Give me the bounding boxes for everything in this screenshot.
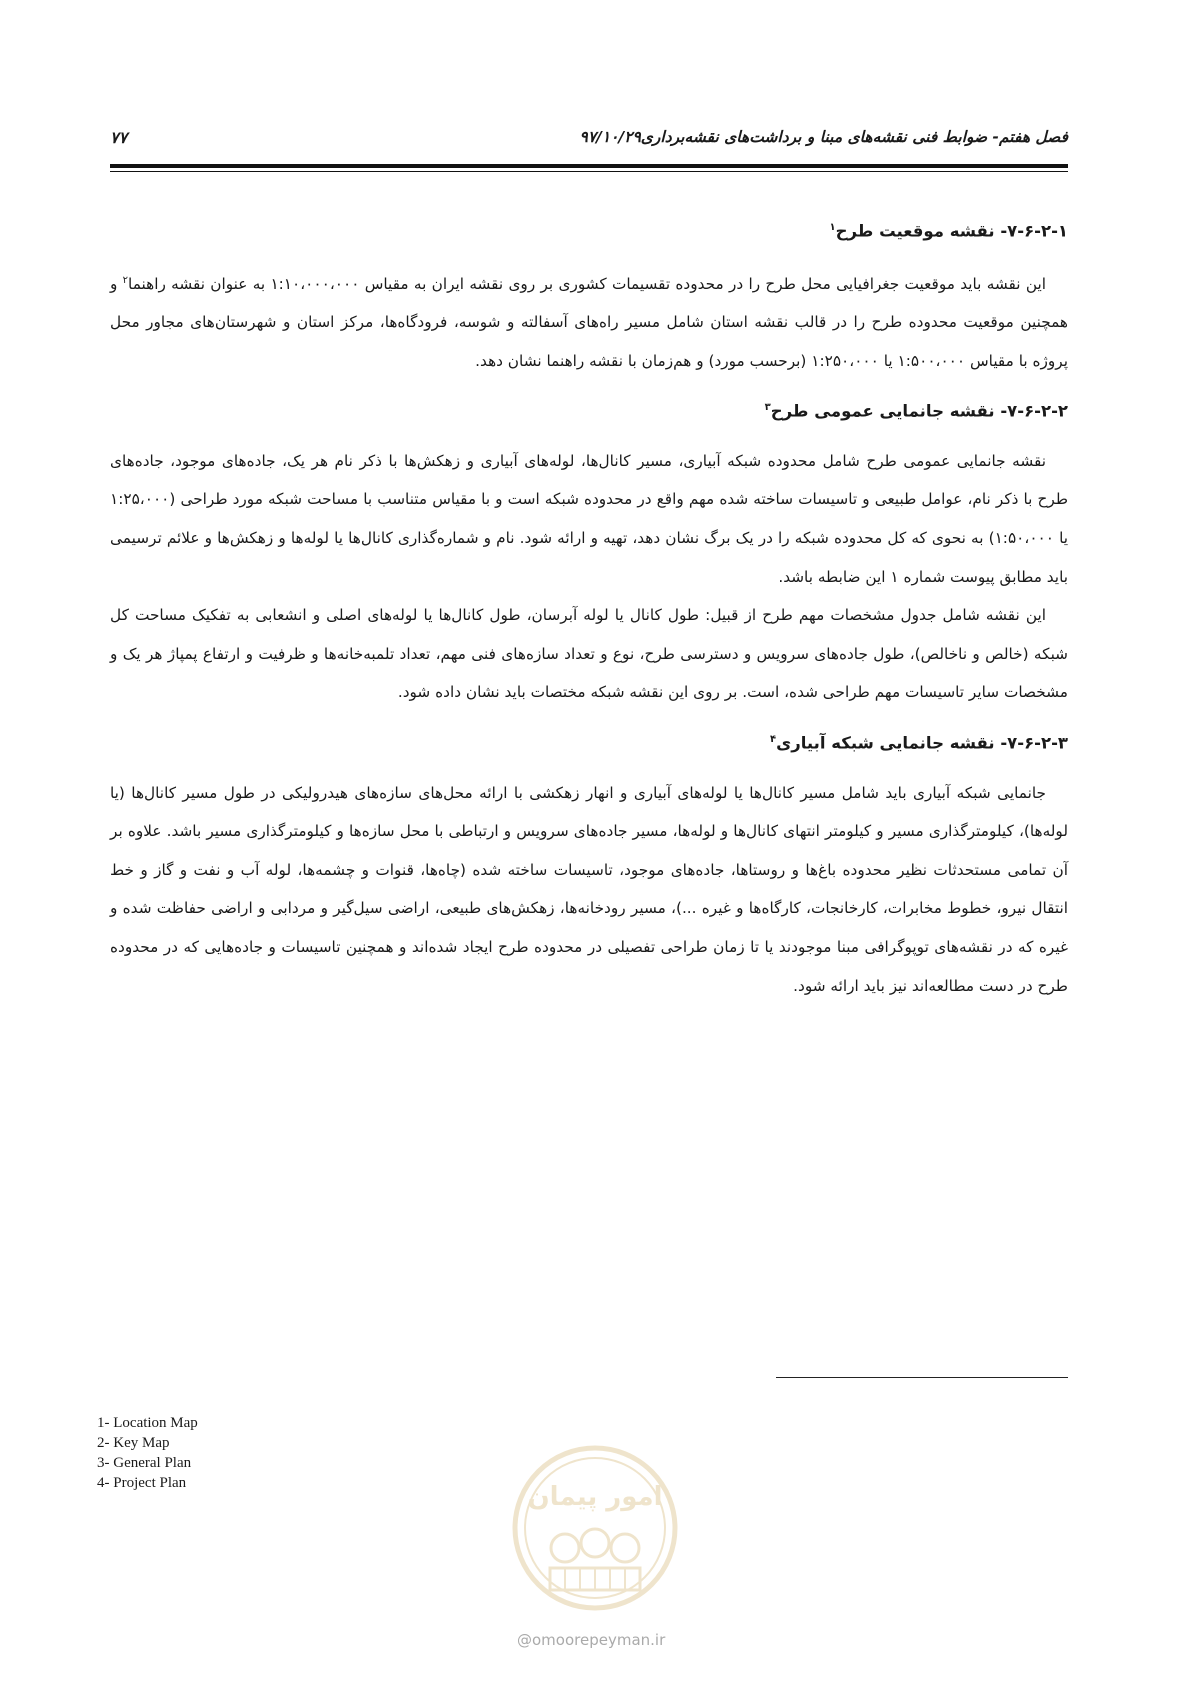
watermark-url: @omoorepeyman.ir [517, 1631, 666, 1649]
paragraph: این نقشه شامل جدول مشخصات مهم طرح از قبیل: طول کانال یا لوله آبرسان، طول کانال‌ها یا لوله‌های اصلی و انشعابی به تفکیک مساحت کل شبکه (خالص و ناخالص)، طول جاده‌های سرویس و دسترسی طرح، نوع و تعداد سازه‌های فنی مهم، تعداد تلمبه‌خانه‌ها و ظرفیت و ارتفاع پمپاژ هر یک و مشخصات سایر تاسیسات مهم طراحی شده، است. بر روی این نقشه شبکه مختصات باید نشان داده شود. [110, 606, 1068, 702]
section-general-plan [110, 394, 1068, 712]
paragraph: نقشه جانمایی عمومی طرح شامل محدوده شبکه آبیاری، مسیر کانال‌ها، لوله‌های آبیاری و زهکش‌ها با ذکر نام هر یک، جاده‌های موجود، جاده‌های طرح با ذکر نام، عوامل طبیعی و تاسیسات ساخته شده مهم واقع در محدوده شبکه است و با مقیاس متناسب با مساحت شبکه مورد طراحی (۱:۲۵،۰۰۰ یا ۱:۵۰،۰۰۰) به نحوی که کل محدوده شبکه را در یک برگ نشان دهد، تهیه و ارائه شود. نام و شماره‌گذاری کانال‌ها یا لوله‌ها و زهکش‌ها و علائم ترسیمی باید مطابق پیوست شماره ۱ این ضابطه باشد. [110, 451, 1068, 586]
paragraph: جانمایی شبکه آبیاری باید شامل مسیر کانال‌ها یا لوله‌های آبیاری و انهار زهکشی با ارائه محل‌های سازه‌های هیدرولیکی در طول مسیر کانال‌ها (یا لوله‌ها)، کیلومترگذاری مسیر و کیلومتر انتهای کانال‌ها و لوله‌ها، مسیر جاده‌های سرویس و ارتباطی با محل سازه‌ها و کیلومترگذاری مسیر باشد. علاوه بر آن تمامی مستحدثات نظیر محدوده باغ‌ها و روستاها، جاده‌های موجود، تاسیسات ساخته شده (چاه‌ها، قنوات و چشمه‌ها، لوله آب و نفت و گاز و خط انتقال نیرو، خطوط مخابرات، کارخانجات، کارگاه‌ها و غیره ...)، مسیر رودخانه‌ها، زهکش‌های طبیعی، اراضی سیل‌گیر و مردابی و اراضی حفاظت شده و غیره که در نقشه‌های توپوگرافی مبنا موجودند یا تا زمان طراحی تفصیلی در محدوده طرح ایجاد شده‌اند و همچنین تاسیسات و جاده‌هایی که در محدوده طرح در دست مطالعه‌اند نیز باید ارائه شود. [110, 783, 1068, 995]
watermark-logo-text: امور پیمان [527, 1482, 663, 1512]
page-number: ۷۷ [110, 128, 128, 147]
footnote-2: 2- Key Map [97, 1435, 170, 1451]
section-location-map [110, 214, 1068, 380]
document-body [110, 214, 1068, 1019]
footnotes [97, 1413, 198, 1493]
footnote-1: 1- Location Map [97, 1415, 198, 1431]
chapter-title: فصل هفتم- ضوابط فنی نقشه‌های مبنا و برداشت‌های نقشه‌برداری۹۷/۱۰/۲۹ [579, 128, 1068, 146]
footnote-3: 3- General Plan [97, 1455, 192, 1471]
paragraph: این نقشه باید موقعیت جغرافیایی محل طرح را در محدوده تقسیمات کشوری بر روی نقشه ایران به مقیاس ۱:۱۰،۰۰۰،۰۰۰ به عنوان نقشه راهنما$^۲$ و همچنین موقعیت محدوده طرح را در قالب نقشه استان شامل مسیر راه‌های آسفالته و شوسه، فرودگاه‌ها، مرکز استان و شهرستان‌های مجاور محل پروژه با مقیاس ۱:۵۰۰،۰۰۰ یا ۱:۲۵۰،۰۰۰ (برحسب مورد) و هم‌زمان با نقشه راهنما نشان دهد. [110, 274, 1068, 370]
header-rule-thin [110, 171, 1068, 172]
section-heading: ۷-۶-۲-۱- نقشه موقعیت طرح$^۱$ [829, 221, 1068, 241]
watermark-logo-icon [510, 1443, 680, 1613]
section-heading: ۷-۶-۲-۳- نقشه جانمایی شبکه آبیاری$^۴$ [769, 733, 1068, 753]
footnote-separator [776, 1377, 1068, 1378]
header-rule-thick [110, 164, 1068, 168]
section-project-plan [110, 726, 1068, 1005]
page-header [110, 128, 1068, 158]
section-heading: ۷-۶-۲-۲- نقشه جانمایی عمومی طرح$^۳$ [764, 401, 1068, 421]
footnote-ref: ۴ [769, 734, 777, 746]
footnote-4: 4- Project Plan [97, 1475, 187, 1491]
footnote-ref: ۳ [764, 402, 771, 414]
footnote-ref: ۱ [829, 222, 836, 233]
footnote-ref: ۲ [122, 274, 129, 286]
